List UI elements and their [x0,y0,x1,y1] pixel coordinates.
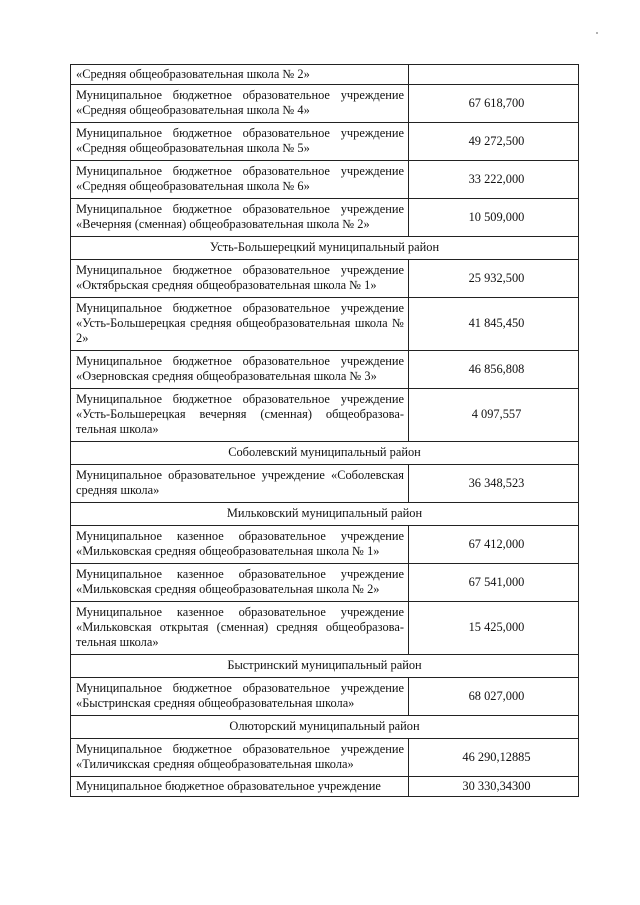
district-name: Мильковский муниципальный район [71,503,579,526]
allocation-amount: 49 272,500 [409,123,579,161]
table-row [71,526,579,564]
table-row [71,199,579,237]
allocation-amount: 67 618,700 [409,85,579,123]
allocation-amount: 67 412,000 [409,526,579,564]
table-row [71,465,579,503]
institution-name: Муниципальное казенное образовательное учреждение «Мильковская средняя общеобразовательная школа № 1» [71,526,409,564]
table-row [71,298,579,351]
table-row [71,85,579,123]
institution-name: Муниципальное бюджетное образовательное учреждение «Октябрьская средняя общеобразовательная школа № 1» [71,260,409,298]
district-name: Быстринский муниципальный район [71,655,579,678]
district-name: Соболевский муниципальный район [71,442,579,465]
allocation-amount: 41 845,450 [409,298,579,351]
allocation-amount: 36 348,523 [409,465,579,503]
institution-name: Муниципальное бюджетное образовательное учреждение «Средняя общеобразовательная школа № 4» [71,85,409,123]
table-row [71,260,579,298]
allocation-amount [409,65,579,85]
institution-name: Муниципальное бюджетное образовательное учреждение «Средняя общеобразовательная школа № 5» [71,123,409,161]
table-row [71,161,579,199]
institution-name: Муниципальное бюджетное образовательное учреждение «Вечерняя (сменная) общеобразовательная школа № 2» [71,199,409,237]
table-row [71,564,579,602]
district-name: Олюторский муниципальный район [71,716,579,739]
table-row [71,351,579,389]
institution-name: «Средняя общеобразовательная школа № 2» [71,65,409,85]
table-row [71,602,579,655]
district-row [71,716,579,739]
institution-name: Муниципальное бюджетное образовательное учреждение «Тиличикская средняя общеобразовательная школа» [71,739,409,777]
institution-name: Муниципальное казенное образовательное учреждение «Мильковская средняя общеобразовательная школа № 2» [71,564,409,602]
allocation-table [70,64,579,797]
district-row [71,503,579,526]
institution-name: Муниципальное бюджетное образовательное учреждение «Озерновская средняя общеобразовательная школа № 3» [71,351,409,389]
allocation-amount: 30 330,34300 [409,777,579,797]
district-name: Усть-Большерецкий муниципальный район [71,237,579,260]
institution-name: Муниципальное бюджетное образовательное учреждение «Усть-Большерецкая средняя общеобразовательная школа № 2» [71,298,409,351]
district-row [71,442,579,465]
allocation-amount: 68 027,000 [409,678,579,716]
table-row [71,777,579,797]
district-row [71,237,579,260]
institution-name: Муниципальное бюджетное образовательное учреждение «Быстринская средняя общеобразовательная школа» [71,678,409,716]
allocation-amount: 10 509,000 [409,199,579,237]
institution-name: Муниципальное бюджетное образовательное учреждение «Средняя общеобразовательная школа № 6» [71,161,409,199]
institution-name: Муниципальное бюджетное образовательное учреждение «Усть-Большерецкая вечерняя (сменная) общеобразова-тельная школа» [71,389,409,442]
allocation-amount: 46 290,12885 [409,739,579,777]
allocation-amount: 67 541,000 [409,564,579,602]
district-row [71,655,579,678]
allocation-amount: 4 097,557 [409,389,579,442]
allocation-table-body [71,65,579,797]
table-row [71,123,579,161]
table-row [71,739,579,777]
scan-speck [596,32,598,34]
allocation-amount: 46 856,808 [409,351,579,389]
table-row [71,389,579,442]
table-row [71,65,579,85]
institution-name: Муниципальное казенное образовательное учреждение «Мильковская открытая (сменная) средняя общеобразова-тельная школа» [71,602,409,655]
institution-name: Муниципальное бюджетное образовательное учреждение [71,777,409,797]
table-row [71,678,579,716]
allocation-amount: 33 222,000 [409,161,579,199]
allocation-amount: 15 425,000 [409,602,579,655]
institution-name: Муниципальное образовательное учреждение «Соболевская средняя школа» [71,465,409,503]
allocation-amount: 25 932,500 [409,260,579,298]
